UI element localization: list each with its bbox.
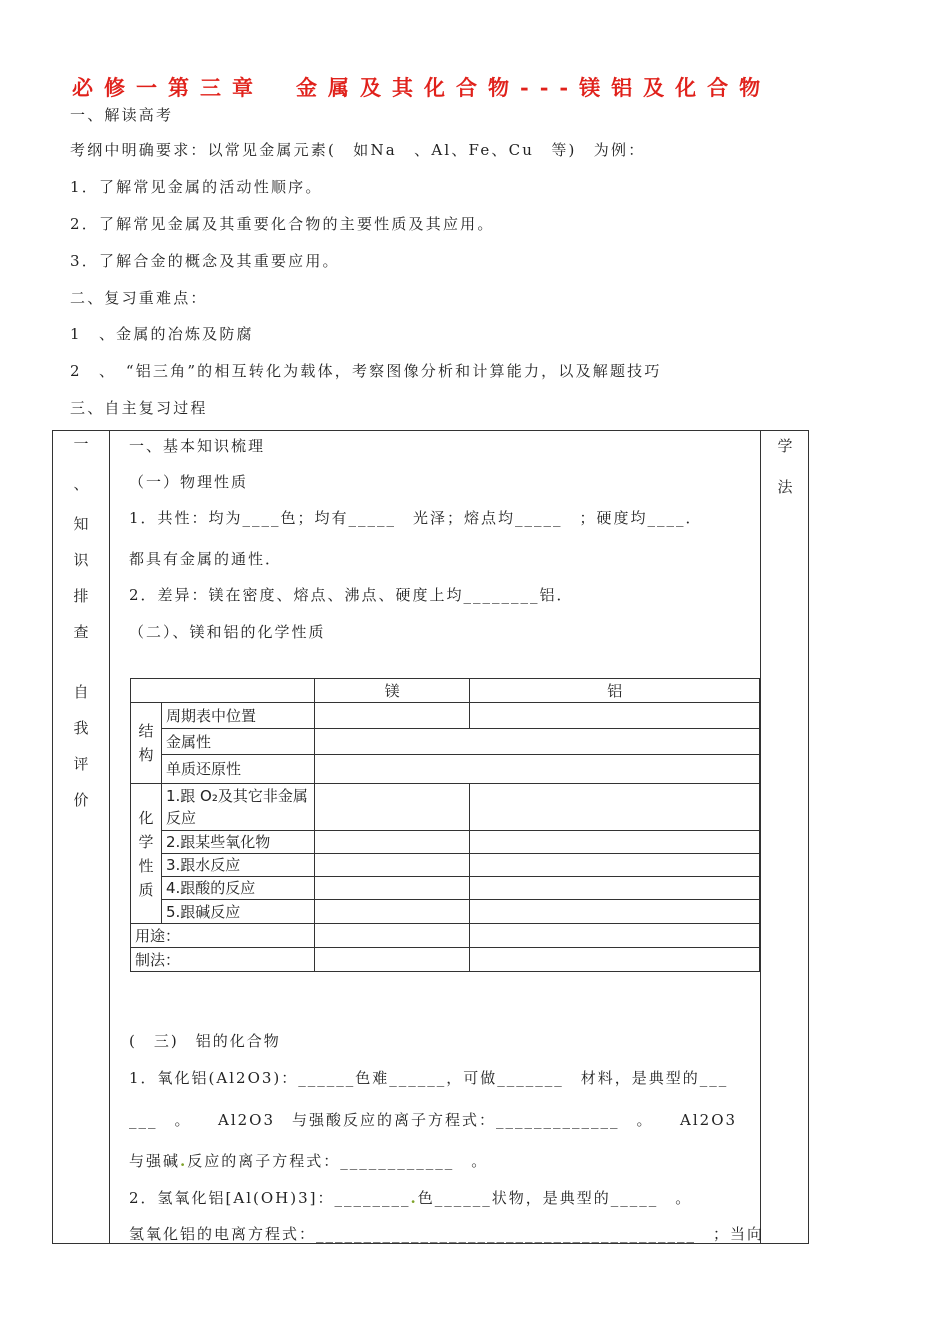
left-char: 价 — [73, 791, 89, 809]
right-char: 法 — [777, 478, 793, 496]
section-3-heading: 三、自主复习过程 — [70, 399, 208, 417]
row-label-acid: 4.跟酸的反应 — [161, 877, 314, 900]
row-label-oxide: 2.跟某些氧化物 — [161, 831, 314, 854]
chemical-heading: （二）、镁和铝的化学性质 — [129, 623, 326, 641]
physical-heading: （一）物理性质 — [129, 473, 249, 491]
left-char: 、 — [73, 475, 89, 493]
knowledge-heading: 一、基本知识梳理 — [129, 437, 266, 455]
alumina-line-1: 1．氧化铝(Al2O3)：______色难______，可做_______ 材料，是典型的___ — [129, 1069, 729, 1087]
marker-dot: . — [410, 1189, 418, 1207]
section-1-heading: 一、解读高考 — [70, 106, 174, 124]
group-structure: 结 构 — [131, 703, 162, 784]
section-2-heading: 二、复习重难点： — [70, 289, 208, 307]
section-1-intro: 考纲中明确要求：以常见金属元素( 如Na 、Al、Fe、Cu 等) 为例： — [70, 141, 646, 159]
physical-difference: 2．差异：镁在密度、熔点、沸点、硬度上均________铝． — [129, 586, 574, 604]
hydroxide-line-1: 2．氢氧化铝[Al(OH)3]：________.色______状物，是典型的_____ 。 — [129, 1189, 693, 1207]
section-1-item-1: 1．了解常见金属的活动性顺序。 — [70, 178, 323, 196]
row-label-base: 5.跟碱反应 — [161, 900, 314, 924]
right-divider — [760, 431, 761, 1243]
row-label-preparation: 制法： — [131, 948, 315, 972]
left-char: 一 — [73, 435, 89, 453]
left-char: 查 — [73, 623, 89, 641]
section-2-item-1: 1 、金属的冶炼及防腐 — [70, 325, 254, 343]
header-mg: 镁 — [314, 679, 470, 703]
header-blank — [131, 679, 315, 703]
left-char: 识 — [73, 551, 89, 569]
compounds-heading: ( 三) 铝的化合物 — [129, 1032, 281, 1050]
left-char: 评 — [73, 755, 89, 773]
section-2-item-2: 2 、 “铝三角”的相互转化为载体，考察图像分析和计算能力，以及解题技巧 — [70, 362, 662, 380]
row-label-use: 用途： — [131, 924, 315, 948]
alumina-line-2: ___ 。 Al2O3 与强酸反应的离子方程式：_____________ 。 Al2O3 — [129, 1111, 738, 1129]
header-al: 铝 — [470, 679, 760, 703]
section-1-item-3: 3．了解合金的概念及其重要应用。 — [70, 252, 340, 270]
physical-common-cont: 都具有金属的通性． — [129, 550, 283, 568]
left-divider — [109, 431, 110, 1243]
left-char: 自 — [73, 683, 89, 701]
review-frame — [52, 430, 809, 1244]
comparison-table — [130, 678, 760, 972]
section-1-item-2: 2．了解常见金属及其重要化合物的主要性质及其应用。 — [70, 215, 495, 233]
page-title: 必修一第三章 金属及其化合物---镁铝及化合物 — [72, 75, 772, 100]
right-char: 学 — [777, 437, 793, 455]
alumina-line-3: 与强碱.反应的离子方程式：____________ 。 — [129, 1152, 489, 1170]
marker-dot: . — [180, 1152, 188, 1170]
physical-common: 1．共性：均为____色；均有_____ 光泽；熔点均_____ ；硬度均____． — [129, 509, 703, 527]
left-char: 排 — [73, 587, 89, 605]
group-chemical: 化 学 性 质 — [131, 784, 162, 924]
row-label-o2: 1.跟 O₂及其它非金属反应 — [161, 784, 314, 831]
left-char: 我 — [73, 719, 89, 737]
left-char: 知 — [73, 515, 89, 533]
hydroxide-line-2: 氢氧化铝的电离方程式：________________________________________ ；当向 — [129, 1225, 765, 1243]
row-label-metallicity: 金属性 — [161, 729, 314, 755]
row-label-position: 周期表中位置 — [161, 703, 314, 729]
row-label-water: 3.跟水反应 — [161, 854, 314, 877]
row-label-reducibility: 单质还原性 — [161, 755, 314, 784]
